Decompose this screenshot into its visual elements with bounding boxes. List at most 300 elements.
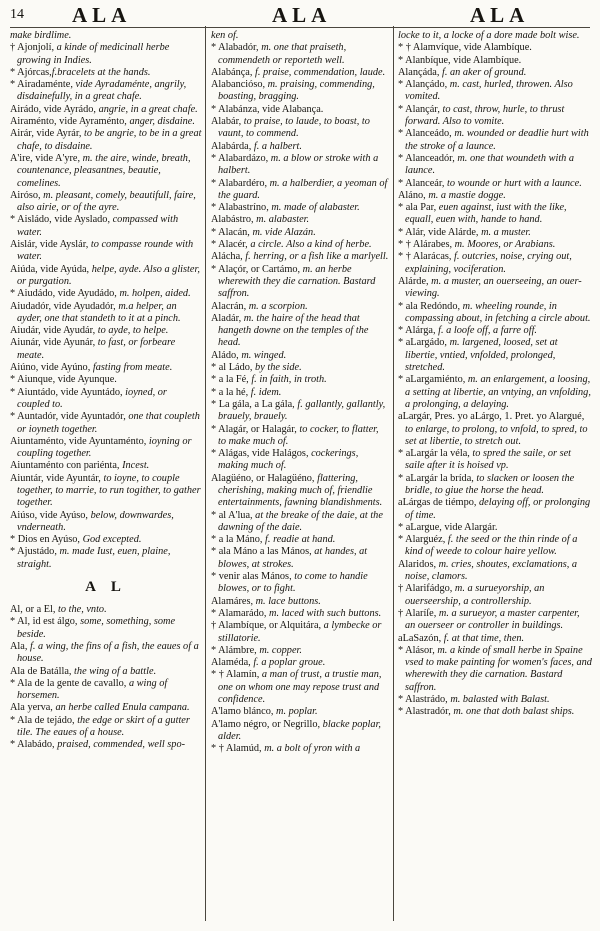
dictionary-entry	[211, 104, 389, 116]
entry-headword: * † Alárabes,	[398, 239, 453, 251]
dictionary-entry	[10, 436, 202, 461]
entry-definition: to slacken or loosen the bridle, to giue the horse the head.	[405, 472, 575, 496]
entry-headword: * Alanceár,	[398, 177, 445, 189]
entry-definition: anger, disdaine.	[126, 116, 195, 128]
dictionary-entry	[398, 448, 592, 473]
dictionary-entry	[211, 227, 389, 239]
entry-headword: Ala,	[10, 640, 28, 652]
entry-headword: * Ala de tejádo,	[10, 714, 75, 726]
entry-definition: to enlarge, to prolong, to vnfold, to spred, to set at libertie, to stretch out.	[405, 423, 588, 447]
entry-headword: Aládo,	[211, 349, 239, 361]
entry-headword: * aLargádo,	[398, 337, 447, 349]
dictionary-entry	[398, 153, 592, 178]
entry-headword: Alagüéno, or Halagüéno,	[211, 472, 315, 484]
entry-definition: m. alabaster.	[253, 214, 310, 226]
dictionary-entry	[10, 739, 202, 751]
entry-headword: * Alanbíque, vide Alambíque.	[398, 54, 522, 66]
dictionary-entry	[211, 30, 389, 42]
entry-headword: Alácha,	[211, 251, 243, 263]
entry-headword: * ala Redóndo,	[398, 300, 461, 312]
entry-definition: f. an aker of ground.	[439, 66, 527, 78]
column-left	[10, 30, 202, 925]
entry-headword: * Alabardázo,	[211, 152, 269, 164]
entry-headword: Aláno,	[398, 189, 426, 201]
dictionary-entry	[211, 743, 389, 755]
dictionary-entry	[10, 641, 202, 666]
dictionary-entry	[398, 79, 592, 104]
dictionary-entry	[211, 202, 389, 214]
entry-headword: * † Alamvíque, vide Alambíque.	[398, 42, 532, 54]
entry-headword: * aLargamiénto,	[398, 374, 466, 386]
dictionary-entry	[10, 666, 202, 678]
entry-definition: m. a surueyor, a master carpenter, an ouerseer or controller in buildings.	[405, 607, 580, 632]
dictionary-entry	[211, 571, 389, 596]
entry-definition: m. poplar.	[273, 706, 318, 718]
entry-headword: aLargár, Pres. yo aLárgo, 1. Pret. yo Alargué,	[398, 411, 585, 423]
entry-definition: m. wounded or deadlie hurt with the stroke of a launce.	[405, 128, 589, 152]
dictionary-entry	[398, 190, 592, 202]
entry-definition: praised, commended, well spo-	[54, 739, 186, 751]
dictionary-entry	[398, 473, 592, 498]
entry-definition: some, something, some beside.	[17, 616, 176, 640]
entry-definition: to fast, or forbeare meate.	[17, 337, 176, 361]
dictionary-entry	[10, 546, 202, 571]
dictionary-entry	[398, 497, 592, 522]
entry-definition: m. made of alabaster.	[268, 202, 360, 214]
dictionary-entry	[398, 128, 592, 153]
dictionary-entry	[211, 669, 389, 706]
entry-headword: * Alásor,	[398, 644, 435, 656]
entry-headword: Airár, vide Ayrár,	[10, 128, 82, 140]
dictionary-entry	[211, 473, 389, 510]
entry-definition: m. one that doth balast ships.	[450, 706, 575, 718]
running-headword-left: ALA	[72, 2, 132, 27]
dictionary-entry	[398, 227, 592, 239]
entry-definition: to ayde, to helpe.	[95, 325, 169, 337]
entry-definition: blacke poplar, alder.	[218, 718, 382, 742]
dictionary-entry	[211, 362, 389, 374]
entry-definition: m. wheeling rounde, in compassing about, in fetching a circle about.	[405, 300, 591, 324]
entry-headword: Alacrán,	[211, 300, 247, 312]
entry-headword: † Ajonjolí,	[10, 42, 55, 54]
entry-definition: m. praising, commending, boasting, bragging.	[218, 79, 375, 103]
entry-definition: m. laced with such buttons.	[266, 607, 382, 619]
dictionary-entry	[10, 301, 202, 326]
entry-headword: Airádo, vide Ayrádo,	[10, 103, 96, 115]
dictionary-entry	[211, 42, 389, 67]
dictionary-entry	[211, 264, 389, 301]
entry-definition: compassed with water.	[17, 214, 179, 238]
dictionary-entry	[398, 374, 592, 411]
entry-headword: * Ala de la gente de cavallo,	[10, 677, 127, 689]
dictionary-entry	[398, 42, 592, 54]
dictionary-entry	[398, 301, 592, 326]
entry-definition: m. the aire, winde, breath, countenance, pleasantnes, beautie, comelines.	[17, 152, 191, 189]
dictionary-entry	[10, 153, 202, 190]
dictionary-entry	[10, 288, 202, 300]
dictionary-entry	[398, 178, 592, 190]
entry-definition: m. made Iust, euen, plaine, straight.	[17, 546, 171, 570]
dictionary-entry	[211, 399, 389, 424]
entry-definition: to compasse rounde with water.	[17, 239, 194, 263]
dictionary-entry	[10, 460, 202, 472]
dictionary-entry	[211, 645, 389, 657]
entry-definition: m. pleasant, comely, beautifull, faire, also airie, or of the ayre.	[17, 189, 196, 214]
entry-headword: Alabástro,	[211, 214, 254, 226]
dictionary-entry	[10, 30, 202, 42]
entry-definition: one that coupleth or ioyneth together.	[17, 411, 200, 435]
entry-headword: A'lamo négro, or Negrillo,	[211, 718, 321, 730]
entry-definition: f. a wing, the fins of a fish, the eaues of a house.	[17, 640, 199, 665]
entry-definition: m. winged.	[238, 349, 287, 361]
entry-headword: Alançáda,	[398, 66, 440, 78]
dictionary-entry	[211, 301, 389, 313]
dictionary-entry	[10, 604, 202, 616]
dictionary-entry	[398, 251, 592, 276]
dictionary-entry	[398, 583, 592, 608]
entry-definition: a man of trust, a trustie man, one on whom one may repose trust and confidence.	[218, 669, 382, 706]
column-divider-2	[393, 26, 394, 921]
entry-headword: * Alamarádo,	[211, 607, 267, 619]
dictionary-entry	[211, 141, 389, 153]
entry-headword: Alaméda,	[211, 657, 251, 669]
entry-headword: * Alágas, vide Halágos,	[211, 448, 309, 460]
entry-headword: Ala de Batálla,	[10, 665, 72, 677]
entry-definition: to come to handie blowes, or to fight.	[218, 571, 368, 595]
entry-definition: vide Ayradaménte, angrily, disdainefully, in a great chafe.	[17, 79, 187, 103]
dictionary-entry	[398, 276, 592, 301]
dictionary-entry	[398, 694, 592, 706]
dictionary-entry	[10, 214, 202, 239]
entry-headword: * Alabastríno,	[211, 202, 269, 214]
entry-headword: * Alárga,	[398, 325, 436, 337]
dictionary-entry	[10, 264, 202, 289]
entry-definition: delaying off, or prolonging of time.	[405, 497, 591, 521]
dictionary-entry	[211, 546, 389, 571]
entry-definition: m.a helper, an ayder, one that standeth to it at a pinch.	[17, 300, 181, 324]
dictionary-entry	[10, 79, 202, 104]
dictionary-entry	[211, 251, 389, 263]
dictionary-entry	[398, 104, 592, 129]
dictionary-entry	[10, 325, 202, 337]
entry-definition: m. a mastie dogge.	[425, 189, 506, 201]
entry-headword: * a la Fé,	[211, 374, 249, 386]
entry-headword: Alárde,	[398, 275, 429, 287]
entry-definition: angrie, in a great chafe.	[96, 103, 198, 115]
dictionary-entry	[211, 706, 389, 718]
dictionary-entry	[398, 534, 592, 559]
entry-headword: * aLargue, vide Alargár.	[398, 521, 498, 533]
dictionary-entry	[211, 534, 389, 546]
entry-definition: m. cast, hurled, throwen. Also vomited.	[405, 79, 573, 103]
entry-headword: Alabánça,	[211, 66, 253, 78]
entry-definition: m. cries, shoutes, exclamations, a noise, clamors.	[405, 558, 578, 583]
entry-definition: m. the haire of the head that hangeth downe on the temples of the head.	[218, 312, 369, 349]
dictionary-entry	[211, 67, 389, 79]
entry-definition: f.bracelets at the hands.	[51, 66, 151, 78]
entry-definition: to wounde or hurt with a launce.	[444, 177, 582, 189]
dictionary-entry	[398, 645, 592, 694]
running-headword-center: ALA	[272, 2, 332, 27]
entry-headword: * Alaçór, or Cartámo,	[211, 263, 301, 275]
header-rule	[10, 27, 590, 28]
entry-headword: * Ajustádo,	[10, 546, 57, 558]
page-number: 14	[10, 7, 24, 22]
entry-definition: the wing of a battle.	[71, 665, 157, 677]
entry-headword: * Alabádo,	[10, 739, 55, 751]
dictionary-entry	[211, 448, 389, 473]
entry-definition: m. one that woundeth with a launce.	[405, 152, 575, 177]
entry-headword: * al Ládo,	[211, 362, 253, 374]
entry-headword: * † Alamúd,	[211, 743, 262, 755]
entry-definition: m. vide Alazán.	[249, 226, 316, 238]
entry-headword: Airóso,	[10, 189, 41, 201]
entry-headword: aLaSazón,	[398, 632, 442, 644]
entry-headword: Airaménto, vide Ayraménto,	[10, 116, 127, 128]
dictionary-entry	[211, 374, 389, 386]
dictionary-entry	[10, 104, 202, 116]
entry-headword: † Alaríſe,	[398, 607, 437, 619]
entry-definition: Incest.	[119, 460, 150, 472]
entry-headword: * Alacán,	[211, 226, 250, 238]
entry-definition: m. an herbe wherewith they die carnation. Bastard saffron.	[218, 263, 376, 300]
entry-headword: * a la Máno,	[211, 534, 263, 546]
entry-headword: * Alámbre,	[211, 644, 257, 656]
entry-headword: Aiúda, vide Ayúda,	[10, 263, 90, 275]
entry-headword: * Alançádo,	[398, 79, 448, 91]
entry-definition: at the breake of the daie, at the dawning of the daie.	[218, 509, 383, 533]
entry-definition: f. gallantly, gallantly, brauely, brauely.	[218, 398, 386, 423]
entry-definition: f. a halbert.	[251, 140, 302, 152]
entry-definition: m. a surueyorship, an ouerseership, a controllership.	[405, 583, 545, 607]
dictionary-entry	[211, 350, 389, 362]
entry-headword: * ala Par,	[398, 202, 437, 214]
entry-definition: f. praise, commendation, laude.	[252, 66, 386, 78]
entry-definition: to cocker, to flatter, to make much of.	[218, 423, 379, 447]
entry-headword: * Alançár,	[398, 103, 440, 115]
dictionary-entry	[10, 510, 202, 535]
dictionary-entry	[211, 214, 389, 226]
entry-definition: a wing of horsemen.	[17, 677, 168, 702]
entry-definition: locke to it, a locke of a dore made bolt wise.	[398, 30, 580, 41]
entry-definition: f. idem.	[248, 386, 282, 398]
dictionary-entry	[10, 678, 202, 703]
dictionary-entry	[10, 387, 202, 412]
entry-headword: * Ajórcas,	[10, 66, 52, 78]
entry-headword: * Alanceádo,	[398, 128, 452, 140]
entry-headword: * Alabardéro,	[211, 177, 268, 189]
entry-definition: ken of.	[211, 30, 239, 41]
entry-definition: helpe, ayde. Also a glister, or purgation.	[17, 263, 200, 287]
entry-definition: cockerings, making much of.	[218, 448, 359, 472]
dictionary-entry	[10, 190, 202, 215]
entry-definition: make birdlime.	[10, 30, 72, 41]
entry-headword: * La gála, a La gála,	[211, 398, 295, 410]
entry-definition: m. a muster.	[478, 226, 531, 238]
entry-definition: to ioyne, to couple together, to marrie, to run togither, to gather together.	[17, 472, 201, 509]
dictionary-entry	[398, 706, 592, 718]
entry-headword: * Al, id est álgo,	[10, 616, 78, 628]
entry-headword: Alamáres,	[211, 595, 254, 607]
entry-definition: flattering, cherishing, making much of, friendlie entertainments, fawning blandishments.	[218, 472, 383, 509]
entry-headword: Alaridos,	[398, 558, 437, 570]
dictionary-entry	[398, 522, 592, 534]
dictionary-entry	[10, 67, 202, 79]
dictionary-entry	[10, 337, 202, 362]
dictionary-entry	[398, 608, 592, 633]
entry-headword: Aiúso, vide Ayúso,	[10, 509, 89, 521]
dictionary-entry	[211, 178, 389, 203]
dictionary-entry	[398, 325, 592, 337]
entry-headword: Aiuntaménto con pariénta,	[10, 460, 120, 472]
dictionary-entry	[398, 559, 592, 584]
dictionary-entry	[10, 374, 202, 386]
entry-headword: * al A'lua,	[211, 509, 253, 521]
entry-definition: to be angrie, to be in a great chafe, to disdaine.	[17, 128, 202, 152]
entry-headword: A'lamo blánco,	[211, 706, 274, 718]
entry-definition: f. outcries, noise, crying out, explaining, vociferation.	[405, 251, 572, 275]
dictionary-entry	[10, 42, 202, 67]
entry-definition: below, downwardes, vnderneath.	[17, 509, 174, 533]
dictionary-entry	[211, 608, 389, 620]
dictionary-entry	[10, 715, 202, 740]
entry-definition: m. a scorpion.	[246, 300, 308, 312]
entry-definition: to spred the saile, or set saile after it is hoised vp.	[405, 448, 572, 472]
entry-headword: * venir alas Mános,	[211, 571, 292, 583]
dictionary-entry	[10, 616, 202, 641]
dictionary-entry	[398, 239, 592, 251]
entry-headword: Aislár, vide Ayslár,	[10, 239, 89, 251]
entry-definition: f. in faith, in troth.	[248, 374, 327, 386]
dictionary-entry	[10, 534, 202, 546]
entry-definition: m. holpen, aided.	[116, 288, 191, 300]
entry-definition: m. copper.	[256, 644, 302, 656]
entry-headword: Aiuntár, vide Ayuntár,	[10, 472, 101, 484]
entry-definition: f. a loofe off, a farre off.	[435, 325, 538, 337]
dictionary-entry	[211, 510, 389, 535]
entry-definition: ioyned, or coupled to.	[17, 386, 167, 410]
entry-definition: m. a bolt of yron with a	[261, 743, 361, 755]
dictionary-entry	[211, 719, 389, 744]
entry-headword: aLárgas de tiémpo,	[398, 497, 477, 509]
dictionary-entry	[398, 337, 592, 374]
entry-headword: † Alambíque, or Alquitára,	[211, 620, 322, 632]
entry-headword: * ala Máno a las Mános,	[211, 546, 312, 558]
dictionary-entry	[211, 387, 389, 399]
entry-headword: * Aiuntádo, vide Ayuntádo,	[10, 386, 123, 398]
entry-headword: Aladár,	[211, 312, 242, 324]
dictionary-entry	[10, 128, 202, 153]
entry-definition: m. a muster, an ouerseeing, an ouer-viewing.	[405, 275, 582, 300]
entry-headword: * † Alarácas,	[398, 251, 452, 263]
entry-definition: ioyning or coupling together.	[17, 435, 192, 460]
entry-definition: to cast, throw, hurle, to thrust forward. Also to vomite.	[405, 103, 565, 128]
entry-definition: a lymbecke or stillatorie.	[218, 620, 382, 644]
column-right	[398, 30, 592, 925]
entry-definition: m. an enlargement, a loosing, a setting at libertie, an vntying, an vnfolding, a prolonging, a delaying.	[405, 374, 591, 410]
dictionary-entry	[398, 55, 592, 67]
entry-headword: Alabárda,	[211, 140, 252, 152]
entry-headword: * Aiunque, vide Ayunque.	[10, 374, 117, 386]
entry-definition: an herbe called Enula campana.	[52, 702, 190, 714]
dictionary-entry	[10, 411, 202, 436]
entry-headword: * Alacér,	[211, 239, 248, 251]
entry-headword: * Alabánza, vide Alabança.	[211, 103, 324, 115]
dictionary-entry	[211, 116, 389, 141]
dictionary-entry	[211, 424, 389, 449]
entry-definition: m. a blow or stroke with a halbert.	[218, 152, 379, 177]
entry-definition: f. at that time, then.	[441, 632, 525, 644]
entry-definition: euen against, iust with the like, equall, euen with, hande to hand.	[405, 202, 567, 226]
dictionary-entry	[211, 313, 389, 350]
entry-headword: * Alabadór,	[211, 42, 259, 54]
entry-definition: m. Moores, or Arabians.	[452, 239, 556, 251]
entry-definition: by the side.	[252, 362, 302, 374]
dictionary-entry	[398, 202, 592, 227]
dictionary-entry	[398, 633, 592, 645]
entry-definition: f. herring, or a fish like a marlyell.	[242, 251, 389, 263]
entry-definition: m. a kinde of small herbe in Spaine vsed to make painting for women's faces, and wherewith they die carnation. Bastard saffron.	[405, 644, 592, 693]
entry-headword: * Alanceadór,	[398, 152, 455, 164]
dictionary-entry	[211, 620, 389, 645]
entry-definition: m. largened, loosed, set at libertie, vntied, vnfolded, prolonged, stretched.	[405, 337, 558, 374]
entry-definition: the edge or skirt of a gutter tile. The eaues of a house.	[17, 714, 190, 739]
running-head	[10, 2, 590, 28]
column-middle	[211, 30, 389, 925]
dictionary-entry	[10, 702, 202, 714]
entry-headword: Alabár,	[211, 116, 242, 128]
column-divider-1	[205, 26, 206, 921]
entry-headword: * Aisládo, vide Ayslado,	[10, 214, 111, 226]
dictionary-entry	[398, 411, 592, 448]
entry-headword: * Aiudádo, vide Ayudádo,	[10, 288, 117, 300]
dictionary-entry	[211, 657, 389, 669]
entry-definition: a circle. Also a kind of herbe.	[247, 239, 372, 251]
dictionary-entry	[211, 79, 389, 104]
entry-headword: A'ire, vide A'yre,	[10, 152, 81, 164]
entry-definition: m. lace buttons.	[253, 595, 321, 607]
entry-definition: to praise, to laude, to boast, to vaunt, to commend.	[218, 116, 370, 140]
entry-headword: * Auntadór, vide Ayuntadór,	[10, 411, 126, 423]
entry-definition: at handes, at blowes, at strokes.	[218, 546, 368, 570]
dictionary-entry	[211, 596, 389, 608]
entry-headword: Aiúno, vide Ayúno,	[10, 362, 91, 374]
entry-headword: Alabancióso,	[211, 79, 266, 91]
dictionary-entry	[10, 116, 202, 128]
entry-definition: m. a halberdier, a yeoman of the guard.	[218, 177, 388, 201]
entry-definition: f. the seed or the thin rinde of a kind of weede to colour haire yellow.	[405, 534, 578, 558]
entry-headword: * aLargár la véla,	[398, 448, 470, 460]
dictionary-entry	[10, 362, 202, 374]
entry-headword: Aiunár, vide Ayunár,	[10, 337, 96, 349]
entry-definition: a kinde of medicinall herbe growing in Indies.	[17, 42, 170, 66]
entry-headword: † Alarifádgo,	[398, 583, 453, 595]
dictionary-entry	[10, 239, 202, 264]
entry-definition: God excepted.	[80, 534, 142, 546]
entry-headword: Aiuntaménto, vide Ayuntaménto,	[10, 435, 147, 447]
entry-definition: f. readie at hand.	[262, 534, 336, 546]
dictionary-entry	[398, 67, 592, 79]
entry-headword: * Alastradór,	[398, 706, 451, 718]
entry-headword: Al, or a El,	[10, 604, 56, 616]
entry-definition: f. a poplar groue.	[250, 657, 326, 669]
entry-headword: Aiudadór, vide Ayudadór,	[10, 300, 116, 312]
running-headword-right: ALA	[470, 2, 530, 27]
dictionary-entry	[398, 30, 592, 42]
entry-definition: m. balasted with Balast.	[447, 694, 550, 706]
entry-headword: Ala yerva,	[10, 702, 53, 714]
dictionary-entry	[211, 239, 389, 251]
